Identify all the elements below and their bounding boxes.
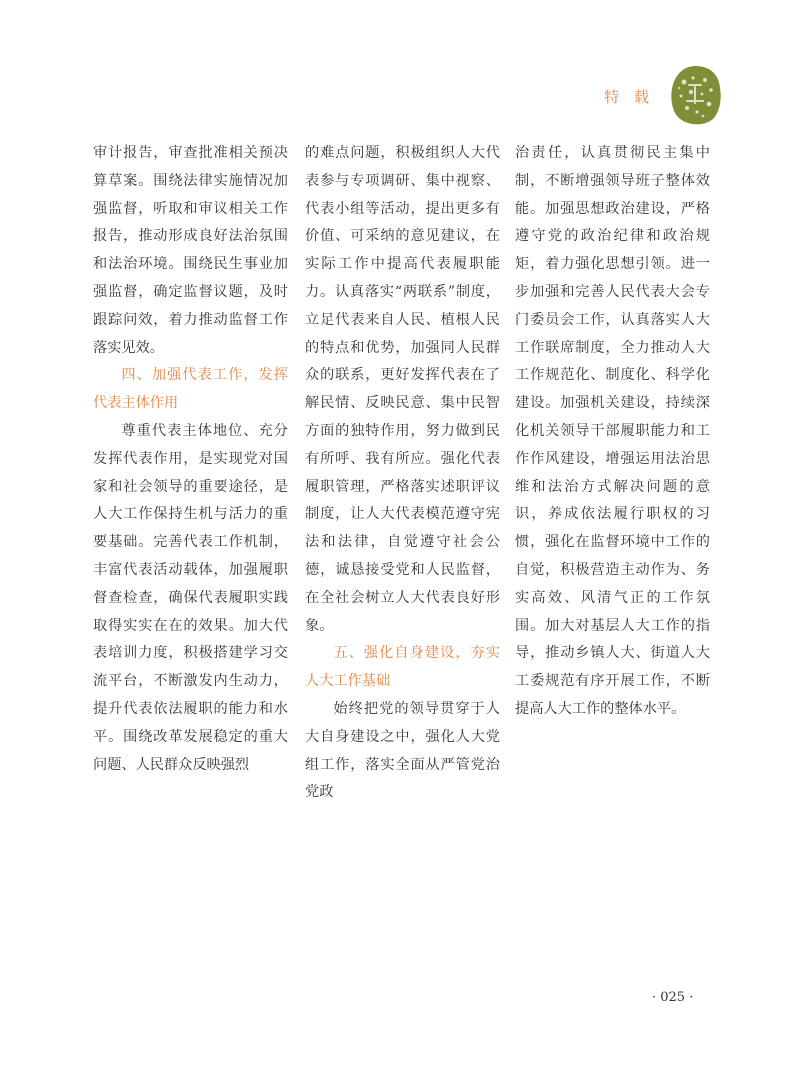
seal-stamp-icon [669, 64, 723, 126]
page-number: · 025 · [652, 990, 694, 1005]
text-column-2 [305, 140, 500, 807]
paragraph-text: 始终把党的领导贯穿于人大自身建设之中，强化人大党组工作，落实全面从严管党治党政 [305, 700, 500, 801]
paragraph-text: 的难点问题，积极组织人大代表参与专项调研、集中视察、代表小组等活动，提出更多有价值、可采纳的意见建议，在实际工作中提高代表履职能力。认真落实“两联系”制度，立足代表来自人民、植根人民的特点和优势，加强同人民群众的联系，更好发挥代表在了解民情、反映民意、集中民智方面的独特作用，努力做到民有所呼、我有所应。强化代表履职管理，严格落实述职评议制度，让人大代表模范遵守宪法和法律，自觉遵守社会公德，诚恳接受党和人民监督，在全社会树立人大代表良好形象。 [305, 145, 500, 634]
paragraph-text: 尊重代表主体地位、充分发挥代表作用，是实现党对国家和社会领导的重要途径，是人大工作保持生机与活力的重要基础。完善代表工作机制，丰富代表活动载体，加强履职督查检查，确保代表履职实践取得实实在在的效果。加大代表培训力度，积极搭建学习交流平台，不断激发内生动力，提升代表依法履职的能力和水平。围绕改革发展稳定的重大问题、人民群众反映强烈 [93, 422, 288, 773]
text-column-3 [515, 140, 710, 724]
section-heading-5: 五、强化自身建设，夯实人大工作基础 [305, 645, 500, 690]
section-heading-4: 四、加强代表工作，发挥代表主体作用 [93, 367, 288, 412]
paragraph-text: 治责任，认真贯彻民主集中制，不断增强领导班子整体效能。加强思想政治建设，严格遵守党的政治纪律和政治规矩，着力强化思想引领。进一步加强和完善人民代表大会专门委员会工作，认真落实人大工作联席制度，全力推动人大工作规范化、制度化、科学化建设。加强机关建设，持续深化机关领导干部履职能力和工作作风建设，增强运用法治思维和法治方式解决问题的意识，养成依法履行职权的习惯，强化在监督环境中工作的自觉，积极营造主动作为、务实高效、风清气正的工作氛围。加大对基层人大工作的指导，推动乡镇人大、街道人大工委规范有序开展工作，不断提高人大工作的整体水平。 [515, 145, 710, 717]
text-column-1 [93, 140, 288, 779]
paragraph-text: 审计报告，审查批准相关预决算草案。围绕法律实施情况加强监督，听取和审议相关工作报告，推动形成良好法治氛围和法治环境。围绕民生事业加强监督，确定监督议题，及时跟踪问效，着力推动监督工作落实见效。 [93, 145, 288, 356]
section-label: 特 载 [604, 88, 654, 106]
